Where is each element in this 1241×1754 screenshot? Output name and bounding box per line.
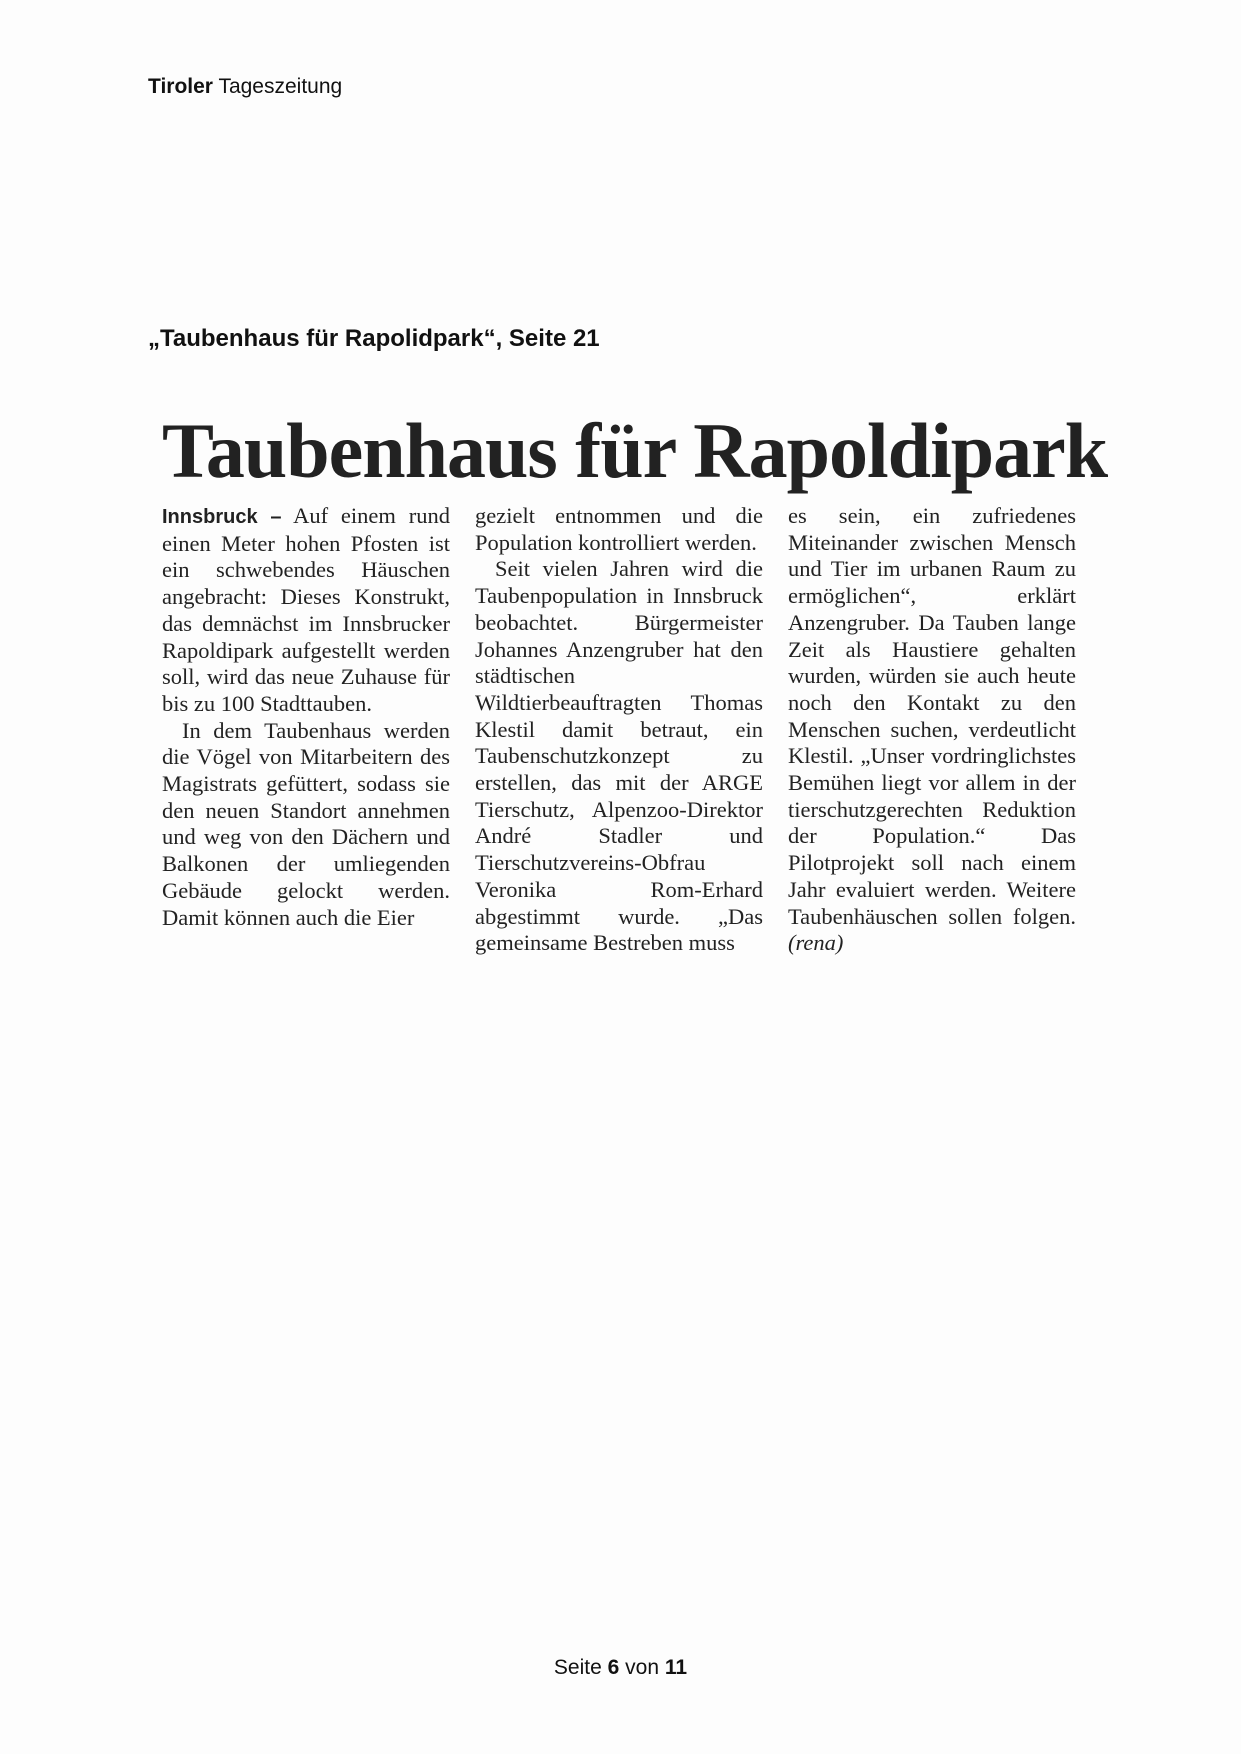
- article-body: [162, 503, 1076, 957]
- page-number-separator: von: [625, 1656, 660, 1679]
- article-column-3: [788, 503, 1076, 957]
- publication-name-bold: Tiroler: [148, 75, 213, 98]
- paragraph: Seit vielen Jahren wird die Taubenpopulation in Innsbruck beobachtet. Bürgermeister Johannes Anzengruber hat den städtischen Wildtierbeauftragten Thomas Klestil damit betraut, ein Taubenschutzkonzept zu erstellen, das mit der ARGE Tierschutz, Alpenzoo-Direktor André Stadler und Tierschutzvereins-Obfrau Veronika Rom-Erhard abgestimmt wurde. „Das gemeinsame Bestreben muss: [475, 556, 763, 956]
- article-dateline: Innsbruck –: [162, 506, 282, 528]
- article-author: (rena): [788, 930, 844, 956]
- paragraph: [162, 503, 450, 718]
- paragraph: gezielt entnommen und die Population kontrolliert werden.: [475, 503, 763, 555]
- publication-name-regular: Tageszeitung: [218, 75, 343, 98]
- article-headline: Taubenhaus für Rapoldipark: [162, 407, 1108, 494]
- paragraph-text: Auf einem rund einen Meter hohen Pfosten ist ein schwebendes Häuschen angebracht: Dieses Konstrukt, das demnächst im Innsbrucker Rapoldipark aufgestellt werden soll, wird das neue Zuhause für bis zu 100 Stadttauben.: [162, 503, 450, 716]
- paragraph: [788, 503, 1076, 957]
- page-number-prefix: Seite: [553, 1656, 602, 1679]
- article-clipping: [162, 405, 1108, 995]
- reference-title: „Taubenhaus für Rapolidpark“, Seite 21: [148, 325, 600, 352]
- publication-name: [148, 74, 342, 100]
- article-column-1: [162, 503, 450, 957]
- current-page: 6: [607, 1656, 620, 1679]
- paragraph-text: es sein, ein zufriedenes Miteinander zwischen Mensch und Tier im urbanen Raum zu ermöglichen“, erklärt Anzengruber. Da Tauben lange Zeit als Haustiere gehalten wurden, würden sie auch heute noch den Kontakt zu den Menschen suchen, verdeutlicht Klestil. „Unser vordringlichstes Bemühen liegt vor allem in der tierschutzgerechten Reduktion der Population.“ Das Pilotprojekt soll nach einem Jahr evaluiert werden. Weitere Taubenhäuschen sollen folgen.: [788, 503, 1076, 929]
- total-pages: 11: [664, 1656, 688, 1679]
- article-column-2: [475, 503, 763, 957]
- paragraph: In dem Taubenhaus werden die Vögel von Mitarbeitern des Magistrats gefüttert, sodass sie den neuen Standort annehmen und weg von den Dächern und Balkonen der umliegenden Gebäude gelockt werden. Damit können auch die Eier: [162, 717, 450, 930]
- page-number: [0, 1655, 1241, 1681]
